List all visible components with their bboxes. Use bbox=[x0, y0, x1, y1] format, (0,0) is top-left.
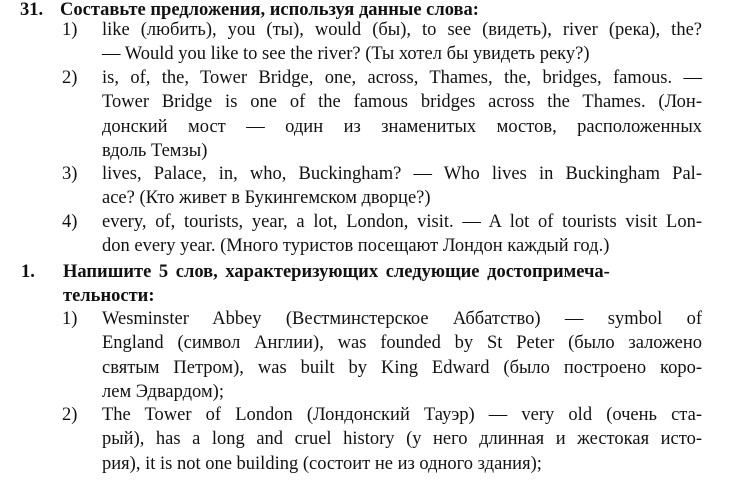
item-number: 3) bbox=[62, 164, 78, 184]
item-line: святым Петром), was built by King Edward (было построено коро- bbox=[102, 357, 702, 378]
item-line: Wesminster Abbey (Вестминстерское Аббатство) — symbol of bbox=[102, 309, 702, 329]
item-line: The Tower of London (Лондонский Тауэр) — very old (очень ста- bbox=[102, 405, 702, 425]
item-line: is, of, the, Tower Bridge, one, across, Thames, the, bridges, famous. — bbox=[102, 68, 702, 88]
item-number: 1) bbox=[62, 20, 78, 40]
exercise-1-title-line: тельности: bbox=[63, 286, 155, 306]
exercise-1-heading bbox=[21, 261, 711, 309]
item-line: Tower Bridge is one of the famous bridges across the Thames. (Лон- bbox=[102, 92, 702, 113]
item-line: don every year. (Много туристов посещают Лондон каждый год.) bbox=[102, 236, 610, 257]
exercise-31-number: 31. bbox=[20, 0, 44, 20]
item-line: like (любить), you (ты), would (бы), to see (видеть), river (река), the? bbox=[102, 20, 702, 40]
item-line: лем Эдвардом); bbox=[102, 381, 224, 402]
item-line: lives, Palace, in, who, Buckingham? — Who lives in Buckingham Pal- bbox=[102, 164, 702, 184]
exercise-31-title: Составьте предложения, используя данные слова: bbox=[60, 0, 479, 20]
item-number: 2) bbox=[62, 405, 78, 425]
item-line: рия), it is not one building (состоит не из одного здания); bbox=[102, 453, 542, 474]
item-line: рый), has a long and cruel history (у него длинная и жестокая исто- bbox=[102, 429, 702, 450]
exercise-1-title-line: Напишите 5 слов, характеризующих следующие достопримеча- bbox=[63, 262, 610, 282]
item-number: 1) bbox=[62, 309, 78, 329]
exercise-1-number: 1. bbox=[21, 262, 35, 282]
item-number: 4) bbox=[62, 212, 78, 232]
item-line: ace? (Кто живет в Букингемском дворце?) bbox=[102, 188, 431, 209]
item-line: every, of, tourists, year, a lot, London, visit. — A lot of tourists visit Lon- bbox=[102, 212, 702, 232]
item-line: — Would you like to see the river? (Ты хотел бы увидеть реку?) bbox=[102, 44, 590, 65]
item-line: England (символ Англии), was founded by St Peter (было заложено bbox=[102, 333, 702, 354]
item-line: донский мост — один из знаменитых мостов, расположенных bbox=[102, 116, 702, 137]
item-line: вдоль Темзы) bbox=[102, 140, 208, 161]
item-number: 2) bbox=[62, 68, 78, 88]
